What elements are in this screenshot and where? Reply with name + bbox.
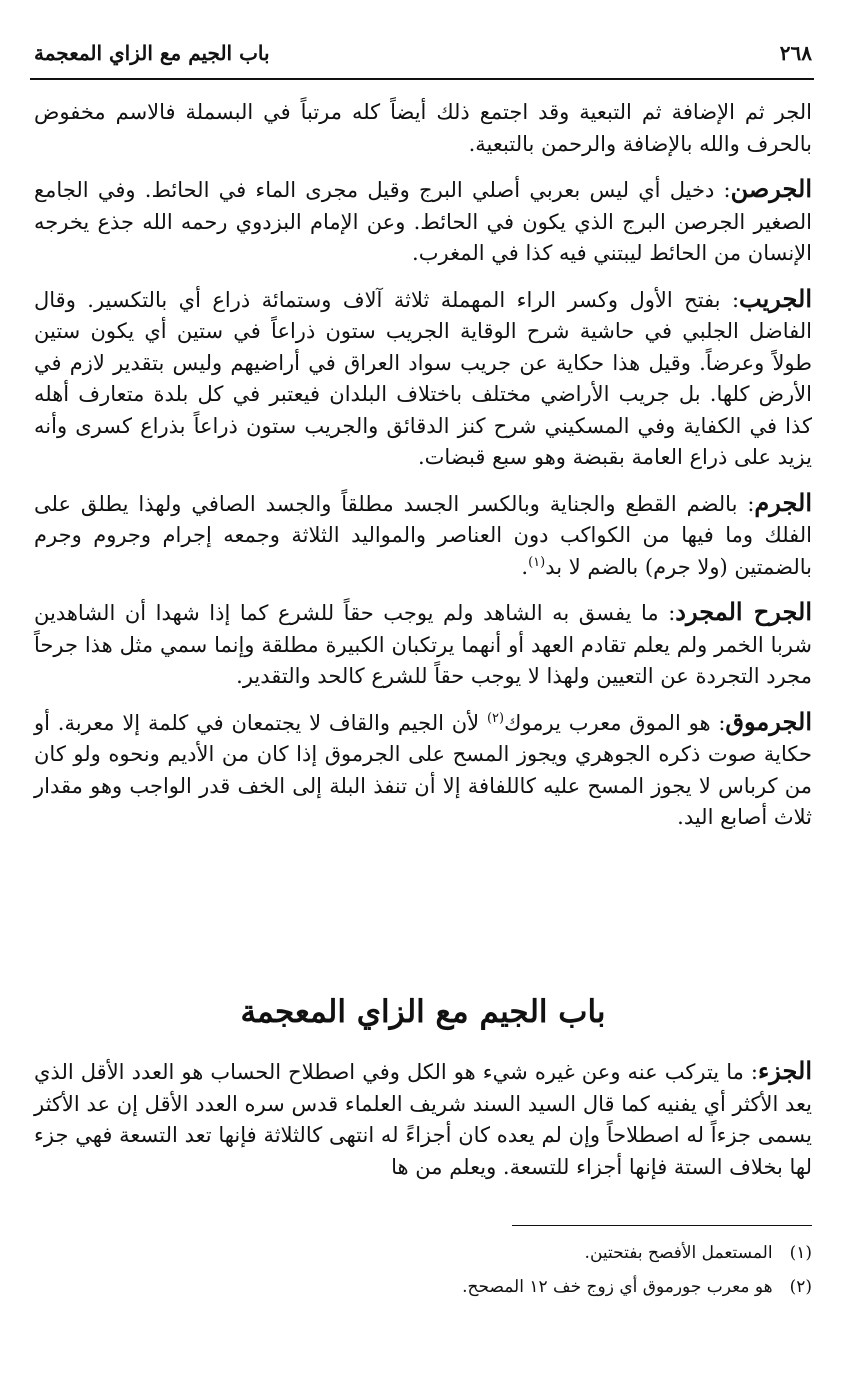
main-text — [34, 97, 812, 847]
entry-term: الجزء — [758, 1056, 812, 1085]
footnote-rule — [512, 1225, 812, 1226]
entry-text: : دخيل أي ليس بعربي أصلي البرج وقيل مجرى الماء في الحائط. وفي الجامع الصغير الجرصن البرج الذي يكون في الحائط. وعن الإمام البزدوي رحمه الله جذع يخرجه الإنسان من الحائط ليبتني فيه كذا في المغرب. — [34, 178, 812, 265]
header-rule — [30, 78, 814, 80]
page-number: ٢٦٨ — [779, 41, 812, 65]
entry-text: : بفتح الأول وكسر الراء المهملة ثلاثة آلاف وستمائة ذراع أي بالتكسير. وقال الفاضل الجلبي في حاشية شرح الوقاية الجريب ستون ذراعاً في ستين أي يكون ستين طولاً وعرضاً. وقيل هذا حكاية عن جريب سواد العراق في أراضيهم وليس بتقدير لازم في الأرض كلها. بل جريب الأراضي مختلف باختلاف البلدان فيعتبر في كل بلدة متعارف أهله كذا في الكفاية وفي المسكيني شرح كنز الدقائق والجريب ستون ذراعاً بذراع كسرى وأنه يزيد على ذراع العامة بقبضة وهو سبع قبضات. — [34, 287, 812, 469]
entry-text-tail: . — [521, 554, 529, 579]
running-chapter-title: باب الجيم مع الزاي المعجمة — [34, 41, 270, 65]
footnotes — [34, 1238, 812, 1306]
entry-jurm — [34, 487, 812, 584]
section-title: باب الجيم مع الزاي المعجمة — [240, 994, 606, 1030]
footnote-text: هو معرب جورموق أي زوج خف ١٢ المصحح. — [462, 1277, 773, 1297]
entry-jursun — [34, 173, 812, 270]
footnote-number: (٢) — [789, 1277, 812, 1297]
entry-term: الجرصن — [730, 174, 812, 203]
running-header — [34, 36, 812, 70]
entry-term: الجريب — [739, 283, 812, 313]
footnote-ref-2[interactable]: (٢) — [486, 710, 505, 726]
footnote-2 — [34, 1272, 812, 1302]
entry-jarib — [34, 283, 812, 474]
entry-term: الجرموق — [725, 706, 812, 736]
entry-jurmuq — [34, 706, 812, 834]
entry-continuation — [34, 97, 812, 160]
entry-term: الجرم — [754, 487, 812, 517]
footnote-number: (١) — [789, 1243, 812, 1263]
entry-juz — [34, 1055, 812, 1183]
entry-text-tail: لأن الجيم والقاف لا يجتمعان في كلمة إلا معربة. أو حكاية صوت ذكره الجوهري ويجوز المسح على الجرموق إذا كان من الأديم ونحوه ولو كان من كرباس لا يجوز المسح عليه كاللفافة إلا أن تنفذ البلة إلى الخف قدر الواجب وهو مقدار ثلاث أصابع اليد. — [34, 710, 812, 829]
entry-term: الجرح المجرد — [675, 597, 813, 626]
footnote-text: المستعمل الأفصح بفتحتين. — [584, 1243, 773, 1263]
entry-text: : ما يتركب عنه وعن غيره شيء هو الكل وفي اصطلاح الحساب هو العدد الأقل الذي يعد الأكثر أي يفنيه كما قال السيد السند شريف العلماء قدس سره العدد الأقل إن عد الأكثر يسمى جزءاً له اصطلاحاً وإن لم يعده كان أجزاءً له انتهى كالثلاثة فإنها تعد التسعة فهي جزء لها بخلاف الستة فإنها أجزاء للتسعة. ويعلم من ها — [34, 1060, 812, 1179]
entry-text: الجر ثم الإضافة ثم التبعية وقد اجتمع ذلك أيضاً كله مرتباً في البسملة فالاسم مخفوض بالحرف والله بالإضافة والرحمن بالتبعية. — [34, 100, 812, 156]
entry-text: : هو الموق معرب يرموك — [504, 710, 726, 735]
entry-text: : بالضم القطع والجناية وبالكسر الجسد مطلقاً والجسد الصافي ولهذا يطلق على الفلك وما فيها من الكواكب دون العناصر والمواليد الثلاثة وجمعه إجرام وجروم وجرم بالضمتين (ولا جرم) بالضم لا بد — [34, 491, 812, 579]
entry-text: : ما يفسق به الشاهد ولم يوجب حقاً للشرع كما إذا شهدا أن الشاهدين شربا الخمر ولم يعلم تقادم العهد أو أنهما يرتكبان الكبيرة مطلقة وإنما سمي مثل هذا جرحاً مجرد التجردة عن التعيين ولهذا لا يوجب حقاً للشرع كالحد والتقدير. — [34, 601, 812, 688]
entry-jarh-mujarrad — [34, 596, 812, 693]
section-text — [34, 1055, 812, 1183]
footnote-1 — [34, 1238, 812, 1268]
footnote-ref-1[interactable]: (١) — [528, 554, 546, 570]
